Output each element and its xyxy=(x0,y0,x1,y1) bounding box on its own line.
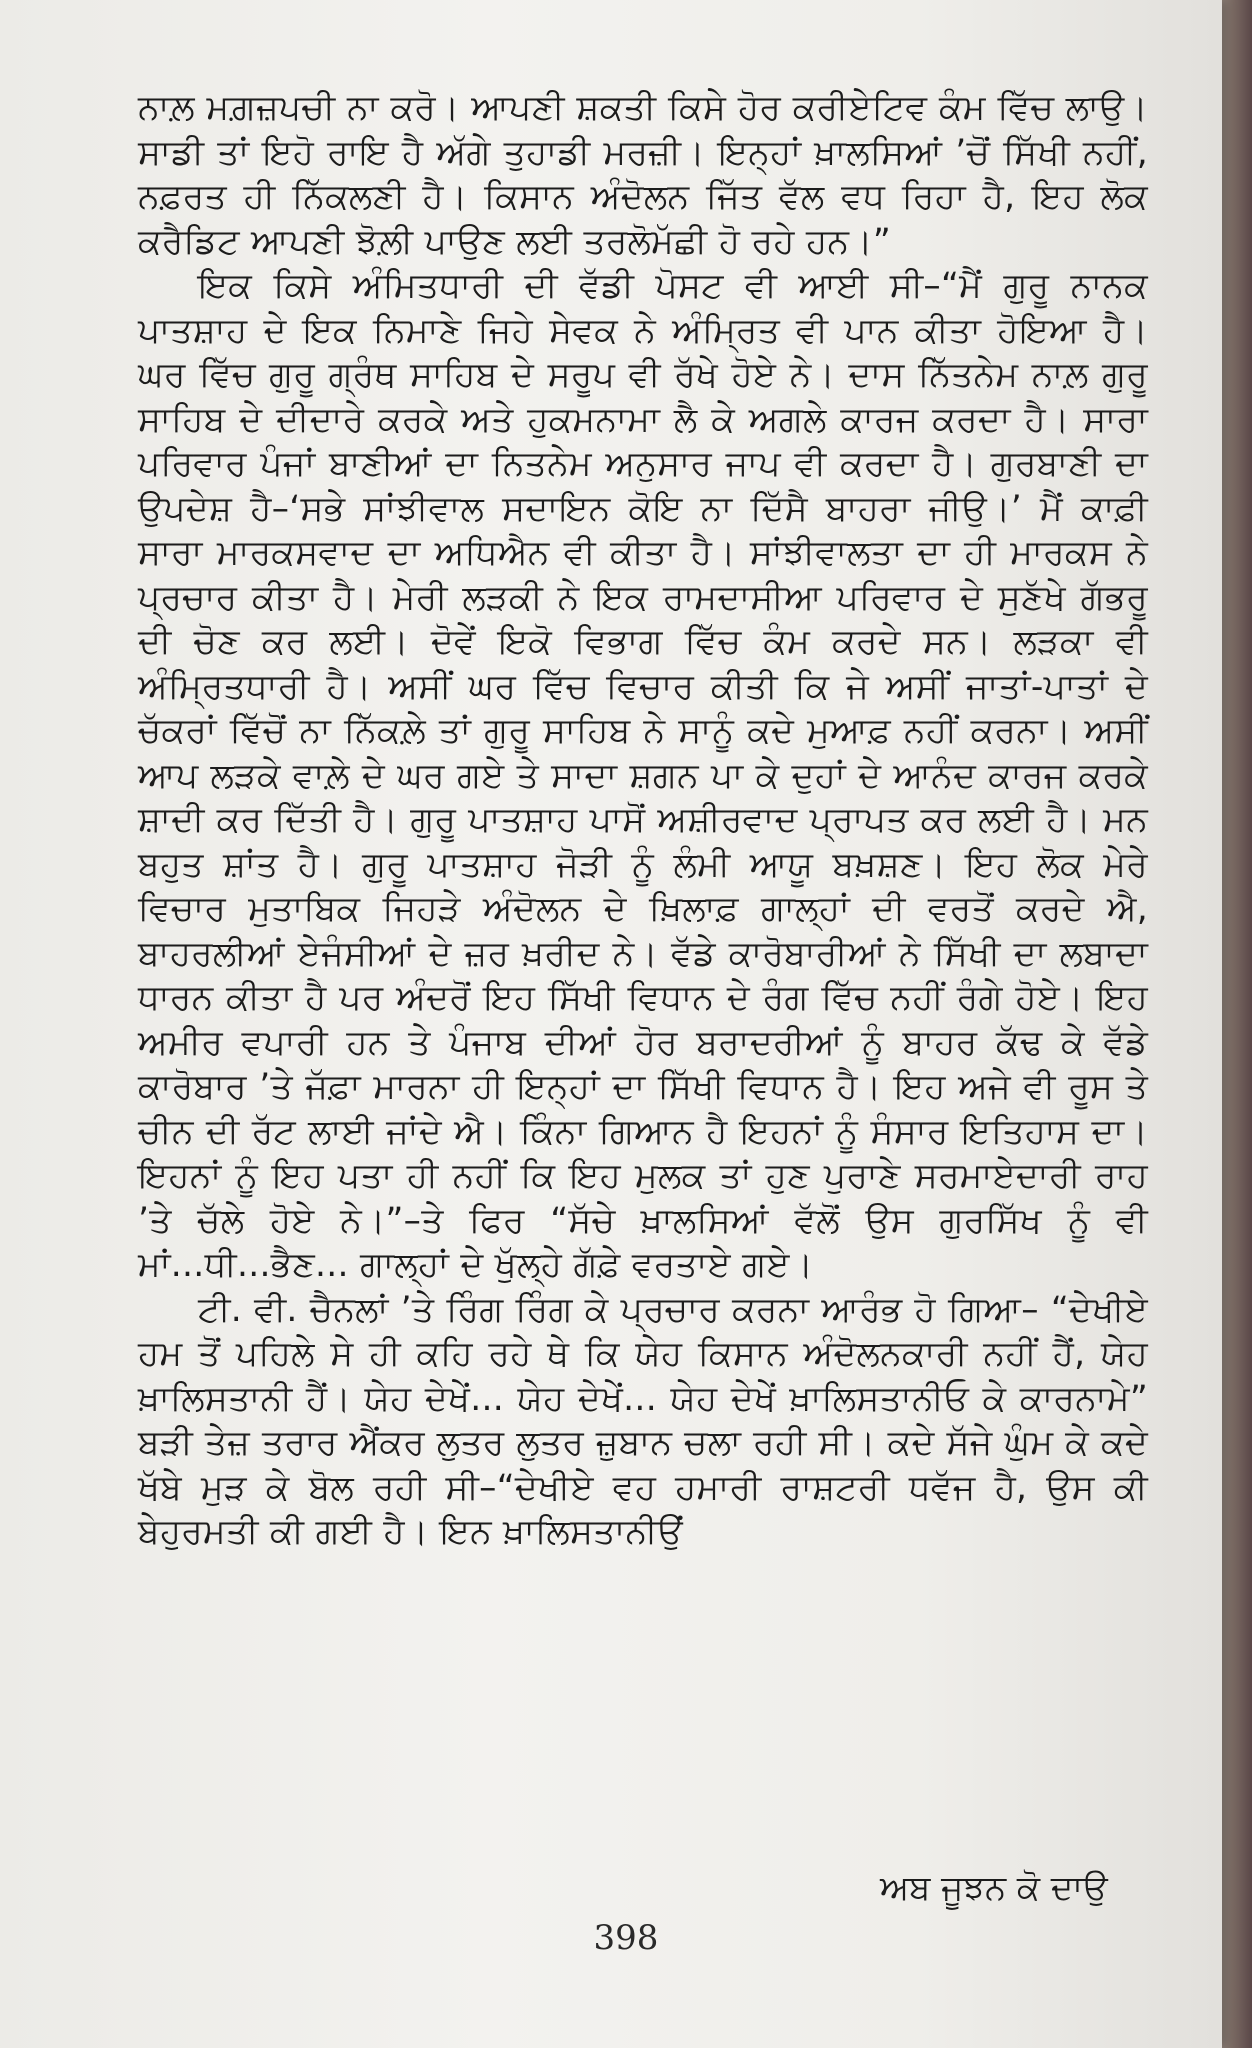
paragraph: ਟੀ. ਵੀ. ਚੈਨਲਾਂ ’ਤੇ ਰਿੰਗ ਰਿੰਗ ਕੇ ਪ੍ਰਚਾਰ ਕਰਨਾ ਆਰੰਭ ਹੋ ਗਿਆ– “ਦੇਖੀਏ ਹਮ ਤੋਂ ਪਹਿਲੇ ਸੇ ਹੀ ਕਹਿ ਰਹੇ ਥੇ ਕਿ ਯੇਹ ਕਿਸਾਨ ਅੰਦੋਲਨਕਾਰੀ ਨਹੀਂ ਹੈਂ, ਯੇਹ ਖ਼ਾਲਿਸਤਾਨੀ ਹੈਂ। ਯੇਹ ਦੇਖੇਂ... ਯੇਹ ਦੇਖੇਂ... ਯੇਹ ਦੇਖੇਂ ਖ਼ਾਲਿਸਤਾਨੀਓ ਕੇ ਕਾਰਨਾਮੇ” ਬੜੀ ਤੇਜ਼ ਤਰਾਰ ਐਂਕਰ ਲੁਤਰ ਲੁਤਰ ਜ਼ੁਬਾਨ ਚਲਾ ਰਹੀ ਸੀ। ਕਦੇ ਸੱਜੇ ਘੁੰਮ ਕੇ ਕਦੇ ਖੱਬੇ ਮੁੜ ਕੇ ਬੋਲ ਰਹੀ ਸੀ–“ਦੇਖੀਏ ਵਹ ਹਮਾਰੀ ਰਾਸ਼ਟਰੀ ਧਵੱਜ ਹੈ, ਉਸ ਕੀ ਬੇਹੁਰਮਤੀ ਕੀ ਗਈ ਹੈ। ਇਨ ਖ਼ਾਲਿਸਤਾਨੀਉਂ xyxy=(138,1289,1148,1552)
page-number: 398 xyxy=(593,1918,659,1958)
paragraph: ਇਕ ਕਿਸੇ ਅੰਮਿਤਧਾਰੀ ਦੀ ਵੱਡੀ ਪੋਸਟ ਵੀ ਆਈ ਸੀ–“ਮੈਂ ਗੁਰੂ ਨਾਨਕ ਪਾਤਸ਼ਾਹ ਦੇ ਇਕ ਨਿਮਾਣੇ ਜਿਹੇ ਸੇਵਕ ਨੇ ਅੰਮ੍ਰਿਤ ਵੀ ਪਾਨ ਕੀਤਾ ਹੋਇਆ ਹੈ। ਘਰ ਵਿੱਚ ਗੁਰੂ ਗ੍ਰੰਥ ਸਾਹਿਬ ਦੇ ਸਰੂਪ ਵੀ ਰੱਖੇ ਹੋਏ ਨੇ। ਦਾਸ ਨਿੱਤਨੇਮ ਨਾਲ਼ ਗੁਰੂ ਸਾਹਿਬ ਦੇ ਦੀਦਾਰੇ ਕਰਕੇ ਅਤੇ ਹੁਕਮਨਾਮਾ ਲੈ ਕੇ ਅਗਲੇ ਕਾਰਜ ਕਰਦਾ ਹੈ। ਸਾਰਾ ਪਰਿਵਾਰ ਪੰਜਾਂ ਬਾਣੀਆਂ ਦਾ ਨਿਤਨੇਮ ਅਨੁਸਾਰ ਜਾਪ ਵੀ ਕਰਦਾ ਹੈ। ਗੁਰਬਾਣੀ ਦਾ ਉਪਦੇਸ਼ ਹੈ–‘ਸਭੇ ਸਾਂਝੀਵਾਲ ਸਦਾਇਨ ਕੋਇ ਨਾ ਦਿੱਸੈ ਬਾਹਰਾ ਜੀਉ।’ ਮੈਂ ਕਾਫ਼ੀ ਸਾਰਾ ਮਾਰਕਸਵਾਦ ਦਾ ਅਧਿਐਨ ਵੀ ਕੀਤਾ ਹੈ। ਸਾਂਝੀਵਾਲਤਾ ਦਾ ਹੀ ਮਾਰਕਸ ਨੇ ਪ੍ਰਚਾਰ ਕੀਤਾ ਹੈ। ਮੇਰੀ ਲੜਕੀ ਨੇ ਇਕ ਰਾਮਦਾਸੀਆ ਪਰਿਵਾਰ ਦੇ ਸੁਣੱਖੇ ਗੱਭਰੂ ਦੀ ਚੋਣ ਕਰ ਲਈ। ਦੋਵੇਂ ਇਕੋ ਵਿਭਾਗ ਵਿੱਚ ਕੰਮ ਕਰਦੇ ਸਨ। ਲੜਕਾ ਵੀ ਅੰਮ੍ਰਿਤਧਾਰੀ ਹੈ। ਅਸੀਂ ਘਰ ਵਿੱਚ ਵਿਚਾਰ ਕੀਤੀ ਕਿ ਜੇ ਅਸੀਂ ਜਾਤਾਂ-ਪਾਤਾਂ ਦੇ ਚੱਕਰਾਂ ਵਿੱਚੋਂ ਨਾ ਨਿੱਕਲ਼ੇ ਤਾਂ ਗੁਰੂ ਸਾਹਿਬ ਨੇ ਸਾਨੂੰ ਕਦੇ ਮੁਆਫ਼ ਨਹੀਂ ਕਰਨਾ। ਅਸੀਂ ਆਪ ਲੜਕੇ ਵਾਲ਼ੇ ਦੇ ਘਰ ਗਏ ਤੇ ਸਾਦਾ ਸ਼ਗਨ ਪਾ ਕੇ ਦੁਹਾਂ ਦੇ ਆਨੰਦ ਕਾਰਜ ਕਰਕੇ ਸ਼ਾਦੀ ਕਰ ਦਿੱਤੀ ਹੈ। ਗੁਰੂ ਪਾਤਸ਼ਾਹ ਪਾਸੋਂ ਅਸ਼ੀਰਵਾਦ ਪ੍ਰਾਪਤ ਕਰ ਲਈ ਹੈ। ਮਨ ਬਹੁਤ ਸ਼ਾਂਤ ਹੈ। ਗੁਰੂ ਪਾਤਸ਼ਾਹ ਜੋੜੀ ਨੂੰ ਲੰਮੀ ਆਯੂ ਬਖ਼ਸ਼ਣ। ਇਹ ਲੋਕ ਮੇਰੇ ਵਿਚਾਰ ਮੁਤਾਬਿਕ ਜਿਹੜੇ ਅੰਦੋਲਨ ਦੇ ਖ਼ਿਲਾਫ਼ ਗਾਲ੍ਹਾਂ ਦੀ ਵਰਤੋਂ ਕਰਦੇ ਐ, ਬਾਹਰਲੀਆਂ ਏਜੰਸੀਆਂ ਦੇ ਜ਼ਰ ਖ਼ਰੀਦ ਨੇ। ਵੱਡੇ ਕਾਰੋਬਾਰੀਆਂ ਨੇ ਸਿੱਖੀ ਦਾ ਲਬਾਦਾ ਧਾਰਨ ਕੀਤਾ ਹੈ ਪਰ ਅੰਦਰੋਂ ਇਹ ਸਿੱਖੀ ਵਿਧਾਨ ਦੇ ਰੰਗ ਵਿੱਚ ਨਹੀਂ ਰੰਗੇ ਹੋਏ। ਇਹ ਅਮੀਰ ਵਪਾਰੀ ਹਨ ਤੇ ਪੰਜਾਬ ਦੀਆਂ ਹੋਰ ਬਰਾਦਰੀਆਂ ਨੂੰ ਬਾਹਰ ਕੱਢ ਕੇ ਵੱਡੇ ਕਾਰੋਬਾਰ ’ਤੇ ਜੱਫ਼ਾ ਮਾਰਨਾ ਹੀ ਇਨ੍ਹਾਂ ਦਾ ਸਿੱਖੀ ਵਿਧਾਨ ਹੈ। ਇਹ ਅਜੇ ਵੀ ਰੂਸ ਤੇ ਚੀਨ ਦੀ ਰੱਟ ਲਾਈ ਜਾਂਦੇ ਐ। ਕਿੰਨਾ ਗਿਆਨ ਹੈ ਇਹਨਾਂ ਨੂੰ ਸੰਸਾਰ ਇਤਿਹਾਸ ਦਾ। ਇਹਨਾਂ ਨੂੰ ਇਹ ਪਤਾ ਹੀ ਨਹੀਂ ਕਿ ਇਹ ਮੁਲਕ ਤਾਂ ਹੁਣ ਪੁਰਾਣੇ ਸਰਮਾਏਦਾਰੀ ਰਾਹ ’ਤੇ ਚੱਲੇ ਹੋਏ ਨੇ।”–ਤੇ ਫਿਰ “ਸੱਚੇ ਖ਼ਾਲਸਿਆਂ ਵੱਲੋਂ ਉਸ ਗੁਰਸਿੱਖ ਨੂੰ ਵੀ ਮਾਂ...ਧੀ...ਭੈਣ... ਗਾਲ੍ਹਾਂ ਦੇ ਖੁੱਲ੍ਹੇ ਗੱਫ਼ੇ ਵਰਤਾਏ ਗਏ। xyxy=(138,266,1148,1285)
running-footer: ਅਬ ਜੂਝਨ ਕੋ ਦਾਉ xyxy=(880,1868,1108,1908)
body-text xyxy=(138,86,1148,1555)
paragraph: ਨਾਲ਼ ਮਗ਼ਜ਼ਪਚੀ ਨਾ ਕਰੋ। ਆਪਣੀ ਸ਼ਕਤੀ ਕਿਸੇ ਹੋਰ ਕਰੀਏਟਿਵ ਕੰਮ ਵਿੱਚ ਲਾਉ। ਸਾਡੀ ਤਾਂ ਇਹੋ ਰਾਇ ਹੈ ਅੱਗੇ ਤੁਹਾਡੀ ਮਰਜ਼ੀ। ਇਨ੍ਹਾਂ ਖ਼ਾਲਸਿਆਂ ’ਚੋਂ ਸਿੱਖੀ ਨਹੀਂ, ਨਫ਼ਰਤ ਹੀ ਨਿੱਕਲਣੀ ਹੈ। ਕਿਸਾਨ ਅੰਦੋਲਨ ਜਿੱਤ ਵੱਲ ਵਧ ਰਿਹਾ ਹੈ, ਇਹ ਲੋਕ ਕਰੈਡਿਟ ਆਪਣੀ ਝੋਲ਼ੀ ਪਾਉਣ ਲਈ ਤਰਲੋਮੱਛੀ ਹੋ ਰਹੇ ਹਨ।” xyxy=(138,88,1148,262)
